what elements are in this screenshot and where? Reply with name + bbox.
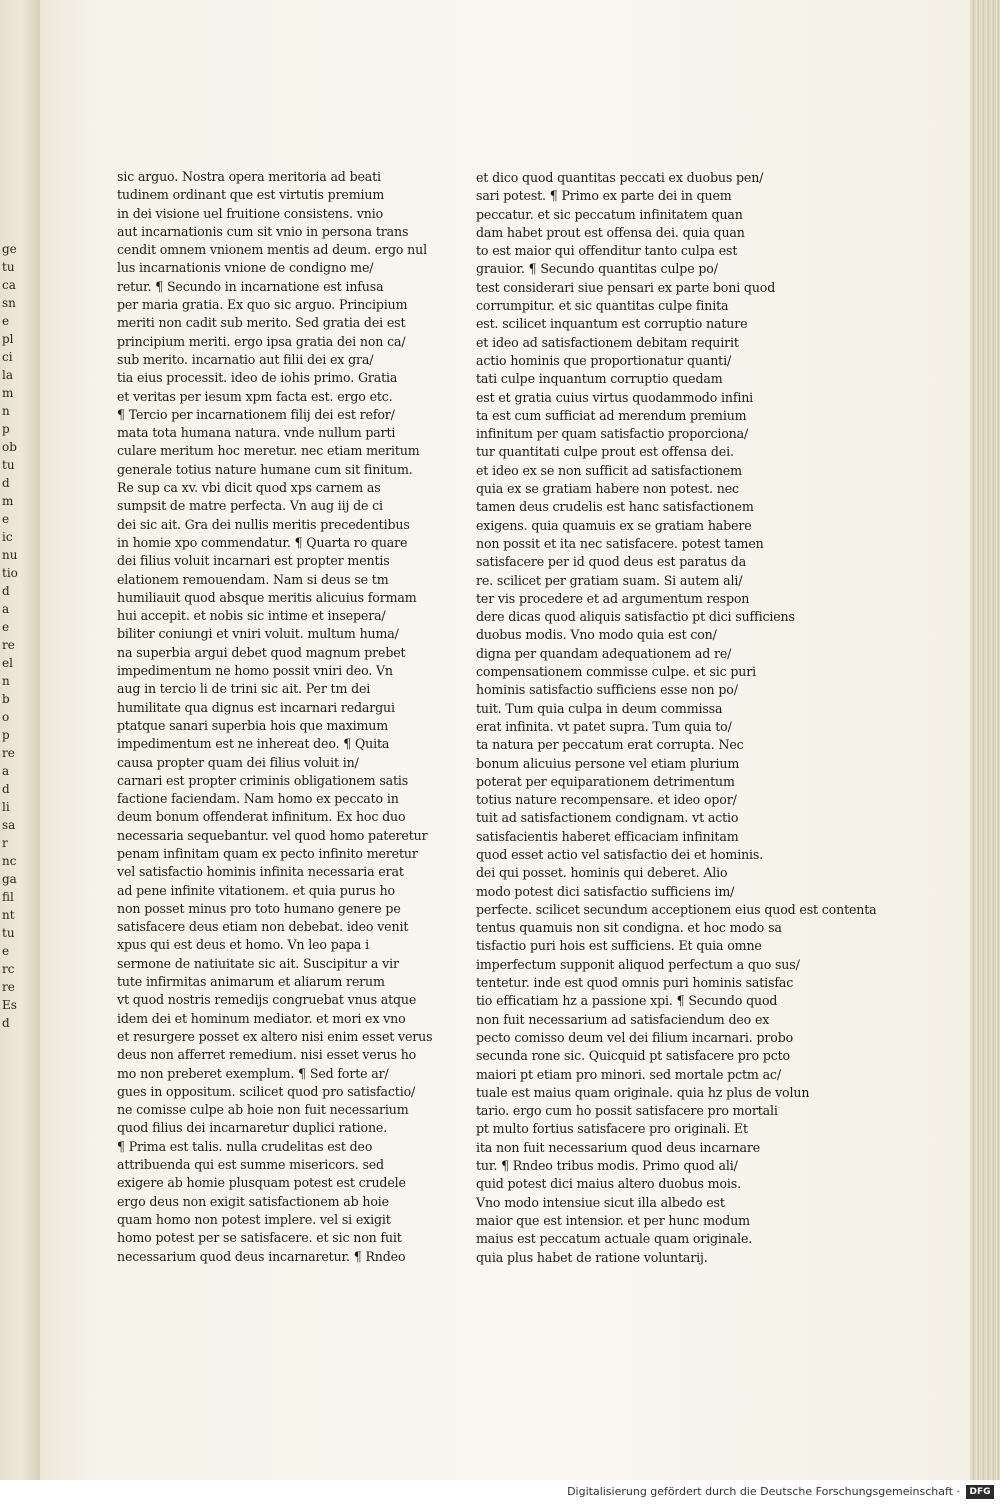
right-column-line: dam habet prout est offensa dei. quia quan bbox=[476, 224, 745, 240]
left-column-line: exigere ab homie plusquam potest est crudele bbox=[117, 1175, 406, 1191]
left-column-line: carnari est propter criminis obligationem satis bbox=[117, 772, 409, 788]
left-column-line: quam homo non potest implere. vel si exigit bbox=[117, 1211, 391, 1227]
right-column-line: tentetur. inde est quod omnis puri hominis satisfac bbox=[476, 975, 794, 991]
gutter-fragment-line: la bbox=[2, 368, 13, 382]
right-column-line: est. scilicet inquantum est corruptio nature bbox=[476, 316, 748, 332]
left-column-line: ad pene infinite vitationem. et quia purus ho bbox=[117, 882, 395, 898]
left-column-line: impedimentum est ne inhereat deo. ¶ Quita bbox=[117, 736, 390, 752]
left-column-line: generale totius nature humane cum sit finitum. bbox=[117, 461, 413, 477]
gutter-fragment-line: tu bbox=[2, 260, 15, 274]
right-column-line: satisfacere per id quod deus est paratus da bbox=[476, 554, 747, 570]
left-column-line: ¶ Prima est talis. nulla crudelitas est deo bbox=[117, 1138, 373, 1154]
previous-page-gutter bbox=[0, 0, 40, 1505]
gutter-fragment-line: m bbox=[2, 494, 14, 508]
right-column-line: pecto comisso deum vel dei filium incarnari. probo bbox=[476, 1029, 794, 1045]
right-column-line: maiori pt etiam pro minori. sed mortale pctm ac/ bbox=[476, 1066, 781, 1082]
left-column-line: retur. ¶ Secundo in incarnatione est infusa bbox=[117, 278, 384, 294]
right-column-line: est et gratia cuius virtus quodammodo infini bbox=[476, 389, 754, 405]
right-column-line: actio hominis que proportionatur quanti/ bbox=[476, 352, 732, 368]
left-column-line: xpus qui est deus et homo. Vn leo papa i bbox=[117, 937, 369, 953]
left-column-line: ne comisse culpe ab hoie non fuit necessarium bbox=[117, 1102, 409, 1118]
left-column-line: per maria gratia. Ex quo sic arguo. Principium bbox=[117, 297, 408, 313]
right-column-line: corrumpitur. et sic quantitas culpe finita bbox=[476, 298, 729, 314]
right-column-line: quid potest dici maius altero duobus mois. bbox=[476, 1176, 741, 1192]
gutter-fragment-line: p bbox=[2, 728, 10, 742]
left-column-line: factione faciendam. Nam homo ex peccato in bbox=[117, 791, 399, 807]
gutter-fragment-line: re bbox=[2, 746, 15, 760]
left-column-line: vt quod nostris remedijs congruebat vnus atque bbox=[117, 992, 417, 1008]
right-column-line: tio efficatiam hz a passione xpi. ¶ Secundo quod bbox=[476, 993, 778, 1009]
gutter-fragment-line: nu bbox=[2, 548, 18, 562]
gutter-fragment-line: fil bbox=[2, 890, 14, 904]
left-column-line: necessaria sequebantur. vel quod homo pateretur bbox=[117, 827, 428, 843]
left-column-line: mata tota humana natura. vnde nullum parti bbox=[117, 425, 396, 441]
left-column-line: tudinem ordinant que est virtutis premium bbox=[117, 187, 385, 203]
right-column-line: maior que est intensior. et per hunc modum bbox=[476, 1212, 750, 1228]
footer-credit: Digitalisierung gefördert durch die Deutsche Forschungsgemeinschaft · bbox=[567, 1485, 960, 1498]
left-column-line: aug in tercio li de trini sic ait. Per tm dei bbox=[117, 681, 371, 697]
right-column-line: quod esset actio vel satisfactio dei et hominis. bbox=[476, 846, 764, 862]
left-column-line: aut incarnationis cum sit vnio in persona trans bbox=[117, 223, 409, 239]
gutter-fragment-line: ga bbox=[2, 872, 17, 886]
gutter-fragment-line: o bbox=[2, 710, 10, 724]
right-column-line: tario. ergo cum ho possit satisfacere pro mortali bbox=[476, 1103, 778, 1119]
left-column-line: penam infinitam quam ex pecto infinito meretur bbox=[117, 845, 418, 861]
gutter-fragment-line: rc bbox=[2, 962, 15, 976]
right-column-line: bonum alicuius persone vel etiam plurium bbox=[476, 755, 740, 771]
gutter-fragment-line: tio bbox=[2, 566, 18, 580]
right-column-line: tati culpe inquantum corruptio quedam bbox=[476, 371, 723, 387]
left-column-line: tia eius processit. ideo de iohis primo. Gratia bbox=[117, 370, 398, 386]
left-column-line: necessarium quod deus incarnaretur. ¶ Rndeo bbox=[117, 1248, 406, 1264]
left-column-line: hui accepit. et nobis sic intime et insepera/ bbox=[117, 608, 386, 624]
gutter-fragment-line: sa bbox=[2, 818, 16, 832]
left-column-line: vel satisfactio hominis infinita necessaria erat bbox=[117, 864, 404, 880]
left-column-line: Re sup ca xv. vbi dicit quod xps carnem as bbox=[117, 480, 381, 496]
right-column-line: hominis satisfactio sufficiens esse non po/ bbox=[476, 682, 738, 698]
left-column-line: quod filius dei incarnaretur duplici ratione. bbox=[117, 1120, 388, 1136]
right-column-line: non possit et ita nec satisfacere. potest tamen bbox=[476, 535, 764, 551]
left-column-line: et veritas per iesum xpm facta est. ergo etc. bbox=[117, 388, 393, 404]
left-column-line: humilitate qua dignus est incarnari redargui bbox=[117, 699, 395, 715]
right-column-line: secunda rone sic. Quicquid pt satisfacere pro pcto bbox=[476, 1048, 790, 1064]
footer-bar bbox=[0, 1480, 1000, 1505]
gutter-fragment-line: n bbox=[2, 674, 10, 688]
right-column-line: tur. ¶ Rndeo tribus modis. Primo quod ali/ bbox=[476, 1158, 738, 1174]
right-column-line: perfecte. scilicet secundum acceptionem eius quod est contenta bbox=[476, 901, 877, 917]
left-column-line: sub merito. incarnatio aut filii dei ex gra/ bbox=[117, 351, 374, 367]
right-column-line: quia plus habet de ratione voluntarij. bbox=[476, 1249, 708, 1265]
gutter-fragment-line: el bbox=[2, 656, 13, 670]
dfg-logo: DFG bbox=[966, 1485, 994, 1499]
right-column-line: compensationem commisse culpe. et sic puri bbox=[476, 664, 756, 680]
left-column-line: idem dei et hominum mediator. et mori ex vno bbox=[117, 1010, 406, 1026]
gutter-text-fragments bbox=[2, 240, 36, 1240]
right-column-line: dei qui posset. hominis qui deberet. Alio bbox=[476, 865, 728, 881]
gutter-fragment-line: ob bbox=[2, 440, 17, 454]
left-column-line: culare meritum hoc meretur. nec etiam meritum bbox=[117, 443, 420, 459]
right-column-line: poterat per equiparationem detrimentum bbox=[476, 773, 735, 789]
left-column-line: cendit omnem vnionem mentis ad deum. ergo nul bbox=[117, 242, 427, 258]
left-column-line: biliter coniungi et vniri voluit. multum huma/ bbox=[117, 626, 399, 642]
left-column-line: ptatque sanari superbia hois que maximum bbox=[117, 717, 389, 733]
right-column-line: ita non fuit necessarium quod deus incarnare bbox=[476, 1139, 761, 1155]
left-column-line: meriti non cadit sub merito. Sed gratia dei est bbox=[117, 315, 406, 331]
gutter-fragment-line: ge bbox=[2, 242, 17, 256]
left-column-line: dei sic ait. Gra dei nullis meritis precedentibus bbox=[117, 516, 410, 532]
right-column-line: quia ex se gratiam habere non potest. nec bbox=[476, 481, 739, 497]
gutter-fragment-line: r bbox=[2, 836, 8, 850]
gutter-fragment-line: d bbox=[2, 584, 10, 598]
right-column-line: Vno modo intensiue sicut illa albedo est bbox=[476, 1194, 725, 1210]
gutter-fragment-line: d bbox=[2, 782, 10, 796]
right-column-line: sari potest. ¶ Primo ex parte dei in quem bbox=[476, 188, 732, 204]
left-column-line: in dei visione uel fruitione consistens. vnio bbox=[117, 205, 384, 221]
right-column-line: tisfactio puri hois est sufficiens. Et quia omne bbox=[476, 938, 762, 954]
gutter-fragment-line: e bbox=[2, 314, 10, 328]
left-column-line: impedimentum ne homo possit vniri deo. Vn bbox=[117, 663, 393, 679]
right-column-line: tuit. Tum quia culpa in deum commissa bbox=[476, 700, 723, 716]
right-column-line: tentus quamuis non sit condigna. et hoc modo sa bbox=[476, 920, 782, 936]
gutter-fragment-line: a bbox=[2, 764, 10, 778]
page-stack-edges bbox=[970, 0, 1000, 1480]
left-column-line: attribuenda qui est summe misericors. sed bbox=[117, 1157, 384, 1173]
gutter-fragment-line: pl bbox=[2, 332, 14, 346]
left-column-line: sumpsit de matre perfecta. Vn aug iij de ci bbox=[117, 498, 383, 514]
left-column-line: in homie xpo commendatur. ¶ Quarta ro quare bbox=[117, 534, 408, 550]
gutter-fragment-line: ic bbox=[2, 530, 13, 544]
left-column-line: lus incarnationis vnione de condigno me/ bbox=[117, 260, 374, 276]
left-column-line: gues in oppositum. scilicet quod pro satisfactio/ bbox=[117, 1083, 416, 1099]
gutter-fragment-line: n bbox=[2, 404, 10, 418]
right-column-line: maius est peccatum actuale quam originale. bbox=[476, 1231, 753, 1247]
gutter-fragment-line: tu bbox=[2, 458, 15, 472]
right-column-line: modo potest dici satisfactio sufficiens im/ bbox=[476, 883, 735, 899]
left-column-line: principium meriti. ergo ipsa gratia dei non ca/ bbox=[117, 333, 406, 349]
gutter-fragment-line: sn bbox=[2, 296, 16, 310]
gutter-fragment-line: ci bbox=[2, 350, 13, 364]
right-column-line: non fuit necessarium ad satisfaciendum deo ex bbox=[476, 1011, 770, 1027]
left-column-line: mo non preberet exemplum. ¶ Sed forte ar/ bbox=[117, 1065, 389, 1081]
left-column-line: et resurgere posset ex altero nisi enim esset verus bbox=[117, 1028, 433, 1044]
left-column-line: elationem remouendam. Nam si deus se tm bbox=[117, 571, 389, 587]
right-column-line: duobus modis. Vno modo quia est con/ bbox=[476, 627, 717, 643]
left-column-line: humiliauit quod absque meritis alicuius formam bbox=[117, 589, 417, 605]
right-column-line: infinitum per quam satisfactio proporciona/ bbox=[476, 426, 749, 442]
gutter-fragment-line: Es bbox=[2, 998, 17, 1012]
right-column-line: digna per quandam adequationem ad re/ bbox=[476, 645, 732, 661]
right-column-line: satisfacientis haberet efficaciam infinitam bbox=[476, 828, 739, 844]
right-column-line: exigens. quia quamuis ex se gratiam habere bbox=[476, 517, 752, 533]
gutter-fragment-line: li bbox=[2, 800, 10, 814]
gutter-fragment-line: b bbox=[2, 692, 10, 706]
right-column-line: tur quantitati culpe prout est offensa dei. bbox=[476, 444, 734, 460]
right-column-line: re. scilicet per gratiam suam. Si autem ali/ bbox=[476, 572, 743, 588]
left-column-line: non posset minus pro toto humano genere pe bbox=[117, 900, 401, 916]
gutter-fragment-line: nt bbox=[2, 908, 15, 922]
left-column-line: tute infirmitas animarum et aliarum rerum bbox=[117, 974, 385, 990]
left-column-line: satisfacere deus etiam non debebat. ideo venit bbox=[117, 919, 409, 935]
right-column-line: et ideo ad satisfactionem debitam requirit bbox=[476, 334, 739, 350]
gutter-fragment-line: e bbox=[2, 512, 10, 526]
left-text-column bbox=[117, 168, 433, 1266]
gutter-fragment-line: d bbox=[2, 1016, 10, 1030]
left-column-line: dei filius voluit incarnari est propter mentis bbox=[117, 553, 390, 569]
right-column-line: totius nature recompensare. et ideo opor/ bbox=[476, 792, 737, 808]
gutter-fragment-line: p bbox=[2, 422, 10, 436]
right-column-line: ta est cum sufficiat ad merendum premium bbox=[476, 407, 747, 423]
left-column-line: causa propter quam dei filius voluit in/ bbox=[117, 754, 359, 770]
gutter-fragment-line: tu bbox=[2, 926, 15, 940]
gutter-fragment-line: ca bbox=[2, 278, 16, 292]
right-column-line: test considerari siue pensari ex parte boni quod bbox=[476, 279, 776, 295]
right-column-line: et ideo ex se non sufficit ad satisfactionem bbox=[476, 462, 742, 478]
gutter-fragment-line: nc bbox=[2, 854, 17, 868]
left-column-line: deus non afferret remedium. nisi esset verus ho bbox=[117, 1047, 417, 1063]
right-column-line: ta natura per peccatum erat corrupta. Nec bbox=[476, 737, 744, 753]
right-column-line: dere dicas quod aliquis satisfactio pt dici sufficiens bbox=[476, 609, 795, 625]
right-column-line: to est maior qui offenditur tanto culpa est bbox=[476, 243, 738, 259]
right-column-line: tamen deus crudelis est hanc satisfactionem bbox=[476, 499, 754, 515]
right-column-line: tuit ad satisfactionem condignam. vt actio bbox=[476, 810, 739, 826]
right-column-line: et dico quod quantitas peccati ex duobus pen/ bbox=[476, 170, 764, 185]
left-column-line: deum bonum offenderat infinitum. Ex hoc duo bbox=[117, 809, 406, 825]
right-column-line: erat infinita. vt patet supra. Tum quia to/ bbox=[476, 718, 732, 734]
gutter-fragment-line: e bbox=[2, 620, 10, 634]
right-column-line: ter vis procedere et ad argumentum respon bbox=[476, 590, 750, 606]
gutter-fragment-line: d bbox=[2, 476, 10, 490]
gutter-fragment-line: m bbox=[2, 386, 14, 400]
left-column-line: na superbia argui debet quod magnum prebet bbox=[117, 644, 406, 660]
left-column-line: ergo deus non exigit satisfactionem ab hoie bbox=[117, 1193, 389, 1209]
left-column-line: homo potest per se satisfacere. et sic non fuit bbox=[117, 1230, 402, 1246]
right-column-line: peccatur. et sic peccatum infinitatem quan bbox=[476, 206, 743, 222]
right-text-column bbox=[476, 169, 877, 1267]
gutter-fragment-line: re bbox=[2, 980, 15, 994]
right-column-line: tuale est maius quam originale. quia hz plus de volun bbox=[476, 1084, 810, 1100]
right-column-line: imperfectum supponit aliquod perfectum a quo sus/ bbox=[476, 956, 800, 972]
left-column-line: ¶ Tercio per incarnationem filij dei est refor/ bbox=[117, 406, 395, 422]
gutter-fragment-line: e bbox=[2, 944, 10, 958]
right-column-line: grauior. ¶ Secundo quantitas culpe po/ bbox=[476, 261, 718, 277]
right-column-line: pt multo fortius satisfacere pro originali. Et bbox=[476, 1121, 748, 1137]
gutter-fragment-line: a bbox=[2, 602, 10, 616]
left-column-line: sic arguo. Nostra opera meritoria ad beati bbox=[117, 169, 381, 184]
left-column-line: sermone de natiuitate sic ait. Suscipitur a vir bbox=[117, 955, 399, 971]
gutter-fragment-line: re bbox=[2, 638, 15, 652]
